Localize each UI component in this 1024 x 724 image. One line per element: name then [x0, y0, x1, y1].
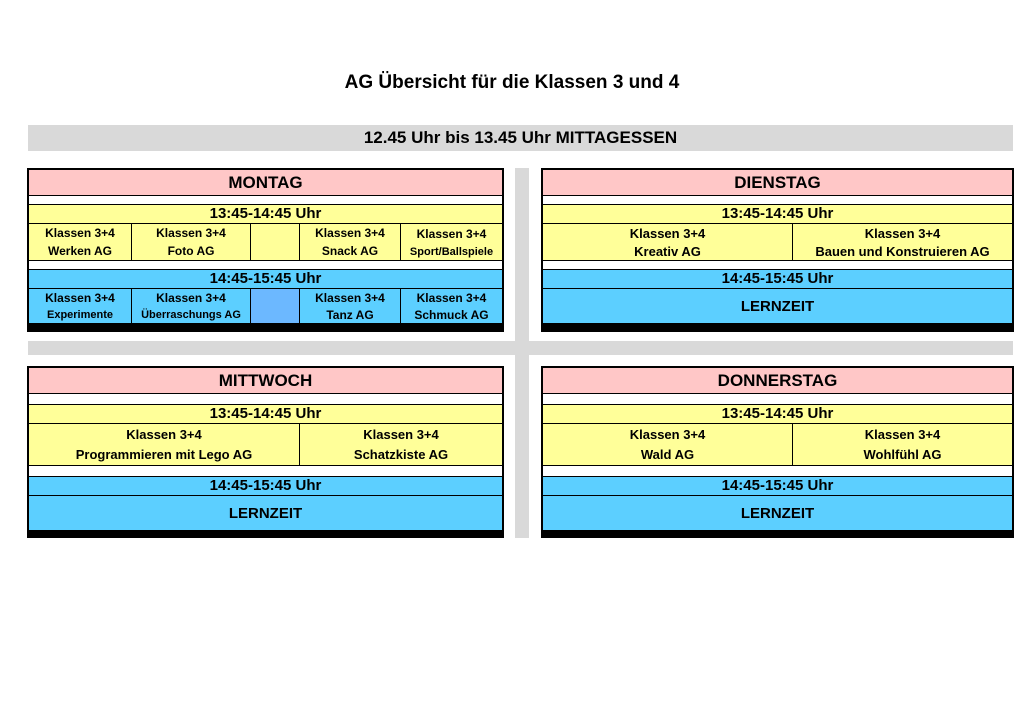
ag-label: Experimente [46, 309, 114, 321]
ag-label: Werken AG [47, 244, 113, 258]
ag-cell [401, 289, 502, 323]
ag-label: Wald AG [640, 447, 695, 463]
time-slot-1-tuesday: 13:45-14:45 Uhr [543, 205, 1012, 223]
class-label: Klassen 3+4 [363, 426, 439, 442]
class-label: Klassen 3+4 [45, 291, 115, 305]
spacer [29, 394, 502, 404]
time-slot-1-thursday: 13:45-14:45 Uhr [543, 405, 1012, 423]
empty-cell [251, 289, 299, 323]
ag-cell [132, 224, 250, 260]
horizontal-divider [28, 341, 1013, 355]
ag-cell [300, 289, 400, 323]
class-label: Klassen 3+4 [156, 291, 226, 305]
ag-cell [793, 224, 1012, 260]
ag-label: Wohlfühl AG [863, 447, 942, 463]
class-label: Klassen 3+4 [864, 225, 941, 241]
ag-cell [543, 424, 792, 465]
spacer [543, 196, 1012, 204]
day-header-monday: MONTAG [29, 170, 502, 195]
lernzeit-block: LERNZEIT [29, 496, 502, 530]
ag-label: Foto AG [167, 244, 215, 258]
slot-1-row-thursday [543, 424, 1012, 465]
ag-label: Schatzkiste AG [353, 447, 449, 463]
ag-cell [29, 224, 131, 260]
class-label: Klassen 3+4 [416, 226, 487, 241]
slot-2-row-monday [29, 289, 502, 323]
class-label: Klassen 3+4 [629, 225, 706, 241]
time-slot-2-monday: 14:45-15:45 Uhr [29, 270, 502, 288]
thursday-panel [541, 366, 1014, 538]
page-title: AG Übersicht für die Klassen 3 und 4 [344, 72, 680, 93]
day-header-thursday: DONNERSTAG [543, 368, 1012, 393]
ag-cell [543, 224, 792, 260]
spacer [29, 466, 502, 476]
class-label: Klassen 3+4 [156, 226, 226, 240]
time-slot-2-tuesday: 14:45-15:45 Uhr [543, 270, 1012, 288]
ag-label: Bauen und Konstruieren AG [815, 243, 990, 259]
class-label: Klassen 3+4 [864, 426, 941, 442]
class-label: Klassen 3+4 [45, 226, 115, 240]
ag-label: Sport/Ballspiele [409, 245, 494, 258]
spacer [29, 196, 502, 204]
time-slot-2-wednesday: 14:45-15:45 Uhr [29, 477, 502, 495]
lunch-banner: 12.45 Uhr bis 13.45 Uhr MITTAGESSEN [28, 125, 1013, 151]
ag-label: Schmuck AG [414, 307, 489, 322]
class-label: Klassen 3+4 [315, 290, 385, 305]
ag-cell [29, 424, 299, 465]
ag-cell [29, 289, 131, 323]
slot-1-row-wednesday [29, 424, 502, 465]
lernzeit-block: LERNZEIT [543, 289, 1012, 323]
spacer [543, 466, 1012, 476]
ag-cell [132, 289, 250, 323]
spacer [29, 261, 502, 269]
class-label: Klassen 3+4 [126, 426, 202, 442]
time-slot-2-thursday: 14:45-15:45 Uhr [543, 477, 1012, 495]
time-slot-1-wednesday: 13:45-14:45 Uhr [29, 405, 502, 423]
class-label: Klassen 3+4 [629, 426, 706, 442]
spacer [543, 261, 1012, 269]
lernzeit-block: LERNZEIT [543, 496, 1012, 530]
ag-cell [300, 424, 502, 465]
ag-cell [300, 224, 400, 260]
monday-panel [27, 168, 504, 332]
ag-cell [401, 224, 502, 260]
class-label: Klassen 3+4 [315, 226, 385, 240]
slot-1-row-monday [29, 224, 502, 260]
tuesday-panel [541, 168, 1014, 332]
ag-label: Snack AG [321, 244, 379, 258]
class-label: Klassen 3+4 [416, 290, 487, 305]
ag-label: Kreativ AG [634, 243, 701, 259]
empty-cell [251, 224, 299, 260]
day-header-wednesday: MITTWOCH [29, 368, 502, 393]
spacer [543, 394, 1012, 404]
day-header-tuesday: DIENSTAG [543, 170, 1012, 195]
wednesday-panel [27, 366, 504, 538]
slot-1-row-tuesday [543, 224, 1012, 260]
ag-label: Programmieren mit Lego AG [75, 447, 253, 463]
time-slot-1-monday: 13:45-14:45 Uhr [29, 205, 502, 223]
ag-label: Tanz AG [326, 307, 374, 322]
ag-cell [793, 424, 1012, 465]
ag-label: Überraschungs AG [141, 309, 241, 321]
